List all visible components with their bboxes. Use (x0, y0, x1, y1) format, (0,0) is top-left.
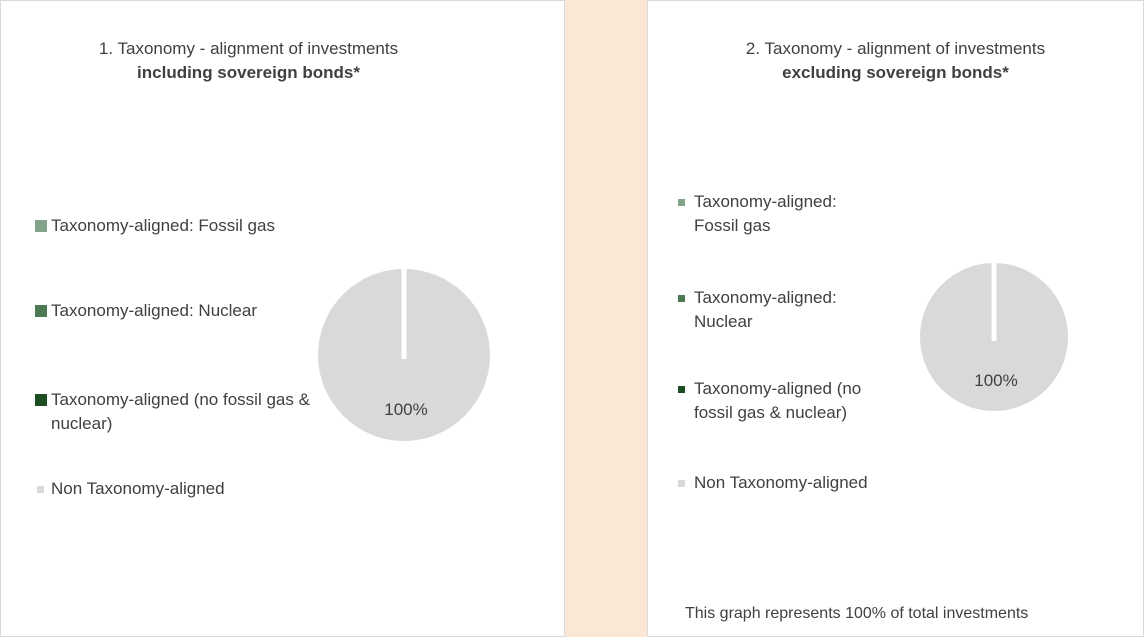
legend-label: Taxonomy-aligned (no fossil gas & nuclear) (694, 379, 862, 422)
legend-swatch-no-fossil-nuclear (35, 394, 47, 406)
legend-label: Taxonomy-aligned: Fossil gas (51, 216, 275, 235)
chart-subtitle: including sovereign bonds* (137, 63, 360, 82)
chart-title (668, 37, 1123, 85)
legend-swatch-no-fossil-nuclear (678, 386, 685, 393)
legend-item-no-fossil-nuclear (35, 388, 320, 436)
legend-item-no-fossil-nuclear (678, 377, 898, 425)
legend-swatch-fossil-gas (35, 220, 47, 232)
legend-item-nuclear (35, 299, 315, 323)
legend-label: Taxonomy-aligned: Nuclear (694, 288, 837, 331)
pie-data-label: 100% (974, 371, 1018, 390)
chart-footnote: This graph represents 100% of total investments (685, 605, 1029, 622)
legend-swatch-non-aligned (678, 480, 685, 487)
legend-item-non-aligned (35, 477, 315, 501)
legend-item-non-aligned (678, 471, 918, 495)
legend-swatch-nuclear (678, 295, 685, 302)
legend-label: Taxonomy-aligned: Nuclear (51, 301, 257, 320)
legend-swatch-nuclear (35, 305, 47, 317)
legend-item-nuclear (678, 286, 878, 334)
legend-label: Taxonomy-aligned (no fossil gas & nuclear) (51, 390, 310, 433)
legend-item-fossil-gas (678, 190, 878, 238)
chart-title-line: 2. Taxonomy - alignment of investments (745, 39, 1046, 58)
legend-item-fossil-gas (35, 214, 305, 238)
chart-title (21, 37, 476, 85)
legend-label: Non Taxonomy-aligned (51, 479, 225, 498)
chart-panel-including-sovereign-bonds (0, 0, 565, 637)
chart-title-line: 1. Taxonomy - alignment of investments (98, 39, 399, 58)
pie-chart-2 (919, 263, 1071, 415)
chart-panel-excluding-sovereign-bonds (647, 0, 1144, 637)
pie-data-label: 100% (384, 400, 428, 419)
legend-label: Taxonomy-aligned: Fossil gas (694, 192, 837, 235)
legend-swatch-fossil-gas (678, 199, 685, 206)
chart-subtitle: excluding sovereign bonds* (782, 63, 1009, 82)
legend-label: Non Taxonomy-aligned (694, 473, 868, 492)
legend-swatch-non-aligned (37, 486, 44, 493)
